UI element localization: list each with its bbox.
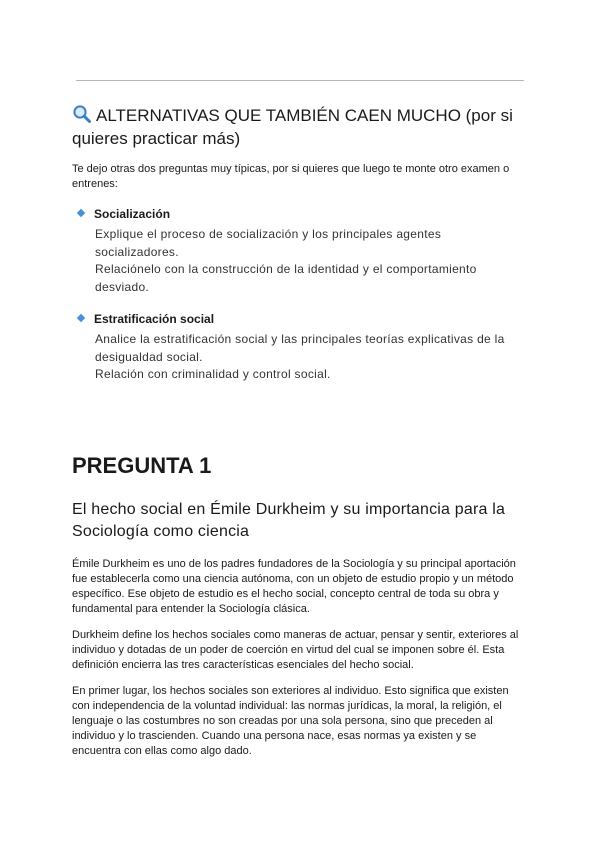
body-paragraph: En primer lugar, los hechos sociales son exteriores al individuo. Esto significa que existen con independencia de la voluntad individual: las normas jurídicas, la moral, la religión, el lenguaje o las costumbres no son creadas por una sola persona, sino que preceden al individuo y lo trascienden. Cuando una persona nace, esas normas ya existen y se encuentra con ellas como algo dado.	[72, 685, 509, 757]
body-paragraph: Durkheim define los hechos sociales como maneras de actuar, pensar y sentir, exteriores al individuo y dotadas de un poder de coerción en virtud del cual se imponen sobre él. Esta definición encierra las tres características esenciales del hecho social.	[72, 629, 519, 671]
diamond-bullet-icon	[77, 314, 85, 322]
body-paragraph: Émile Durkheim es uno de los padres fundadores de la Sociología y su principal aportación fue establecerla como una ciencia autónoma, con un objeto de estudio propio y un método específico. Ese objeto de estudio es el hecho social, concepto central de toda su obra y fundamental para entender la Sociología clásica.	[72, 558, 516, 615]
horizontal-rule	[76, 80, 524, 81]
magnifier-icon	[72, 104, 92, 124]
list-item-title: Socialización	[78, 206, 170, 222]
question-subheading: El hecho social en Émile Durkheim y su importancia para la Sociología como ciencia	[72, 501, 506, 540]
list-item-body	[95, 226, 525, 296]
list-item-line: Relación con criminalidad y control social.	[95, 367, 331, 381]
alternatives-heading	[72, 104, 532, 150]
list-item-body	[95, 331, 525, 384]
list-item-line: Explique el proceso de socialización y los principales agentes socializadores.	[95, 227, 442, 259]
list-item-title: Estratificación social	[78, 311, 214, 327]
diamond-bullet-icon	[77, 209, 85, 217]
alternatives-intro: Te dejo otras dos preguntas muy típicas, por si quieres que luego te monte otro examen o entrenes:	[72, 163, 510, 190]
list-item-line: Relaciónelo con la construcción de la identidad y el comportamiento desviado.	[95, 262, 477, 294]
alternatives-heading-text: ALTERNATIVAS QUE TAMBIÉN CAEN MUCHO (por si quieres practicar más)	[72, 106, 513, 148]
list-item-line: Analice la estratificación social y las principales teorías explicativas de la desigualdad social.	[95, 332, 505, 364]
question-heading: PREGUNTA 1	[72, 453, 212, 478]
